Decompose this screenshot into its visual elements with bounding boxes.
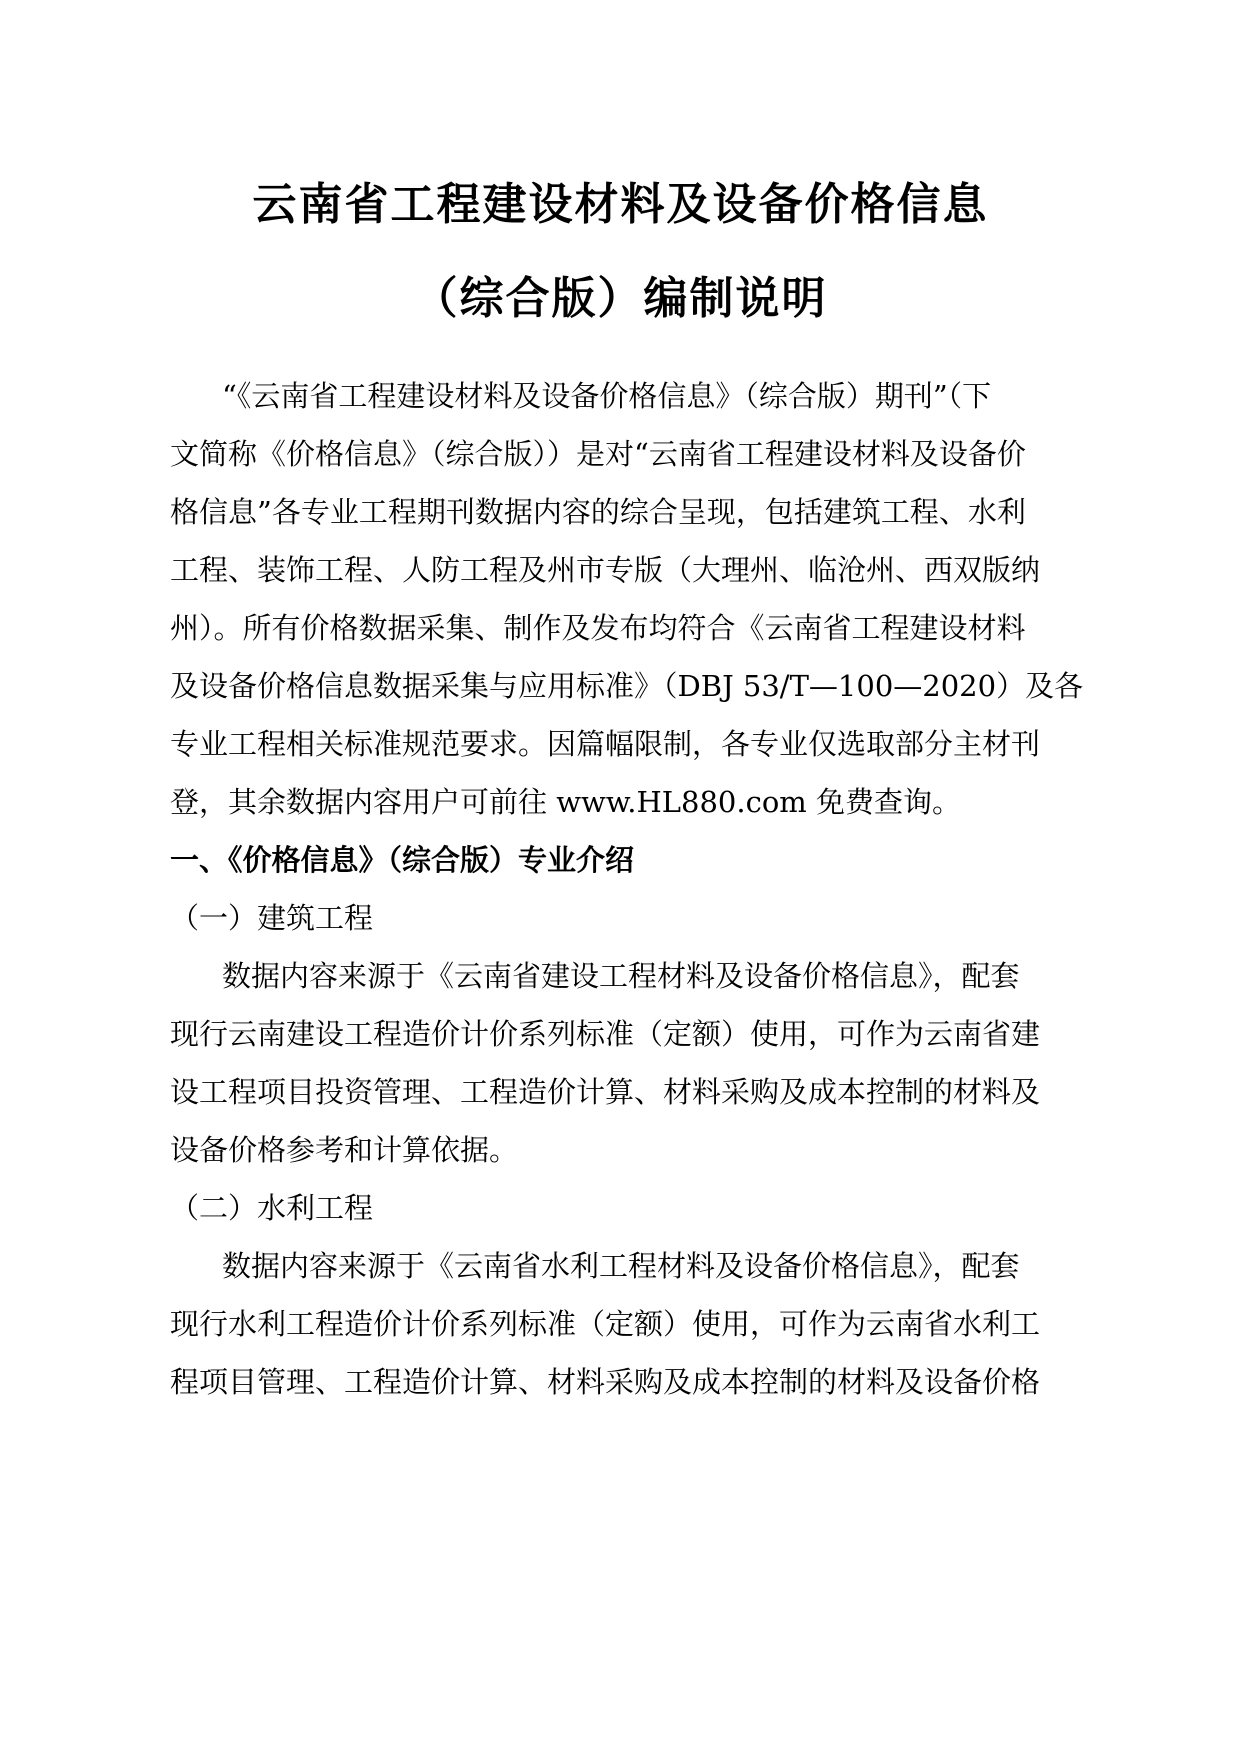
subsection-body-line: 数据内容来源于《云南省建设工程材料及设备价格信息》，配套 (222, 959, 1020, 993)
subsection-body-line: 现行水利工程造价计价系列标准（定额）使用，可作为云南省水利工 (170, 1307, 1041, 1341)
subsection-body-line: 程项目管理、工程造价计算、材料采购及成本控制的材料及设备价格 (170, 1365, 1041, 1399)
subsection-body-line: 现行云南建设工程造价计价系列标准（定额）使用，可作为云南省建 (170, 1017, 1041, 1051)
intro-line: 文简称《价格信息》（综合版））是对“云南省工程建设材料及设备价 (170, 437, 1026, 471)
section-heading: 一、《价格信息》（综合版）专业介绍 (170, 843, 635, 877)
intro-line: 及设备价格信息数据采集与应用标准》（DBJ 53/T—100—2020）及各 (170, 669, 1084, 703)
intro-line: “《云南省工程建设材料及设备价格信息》（综合版）期刊”（下 (222, 379, 992, 413)
intro-line: 州）。所有价格数据采集、制作及发布均符合《云南省工程建设材料 (170, 611, 1026, 645)
document-title-line-2: （综合版）编制说明 (413, 273, 828, 324)
subsection-body-line: 设工程项目投资管理、工程造价计算、材料采购及成本控制的材料及 (170, 1075, 1041, 1109)
document-title-line-1: 云南省工程建设材料及设备价格信息 (252, 179, 989, 230)
subsection-body-line: 设备价格参考和计算依据。 (170, 1133, 519, 1167)
subsection-heading: （一）建筑工程 (170, 901, 374, 935)
intro-line: 登，其余数据内容用户可前往 www.HL880.com 免费查询。 (170, 785, 962, 819)
intro-line: 工程、装饰工程、人防工程及州市专版（大理州、临沧州、西双版纳 (170, 553, 1041, 587)
subsection-body-line: 数据内容来源于《云南省水利工程材料及设备价格信息》，配套 (222, 1249, 1020, 1283)
intro-line: 专业工程相关标准规范要求。因篇幅限制，各专业仅选取部分主材刊 (170, 727, 1041, 761)
intro-line: 格信息”各专业工程期刊数据内容的综合呈现，包括建筑工程、水利 (170, 495, 1026, 529)
subsection-heading: （二）水利工程 (170, 1191, 374, 1225)
